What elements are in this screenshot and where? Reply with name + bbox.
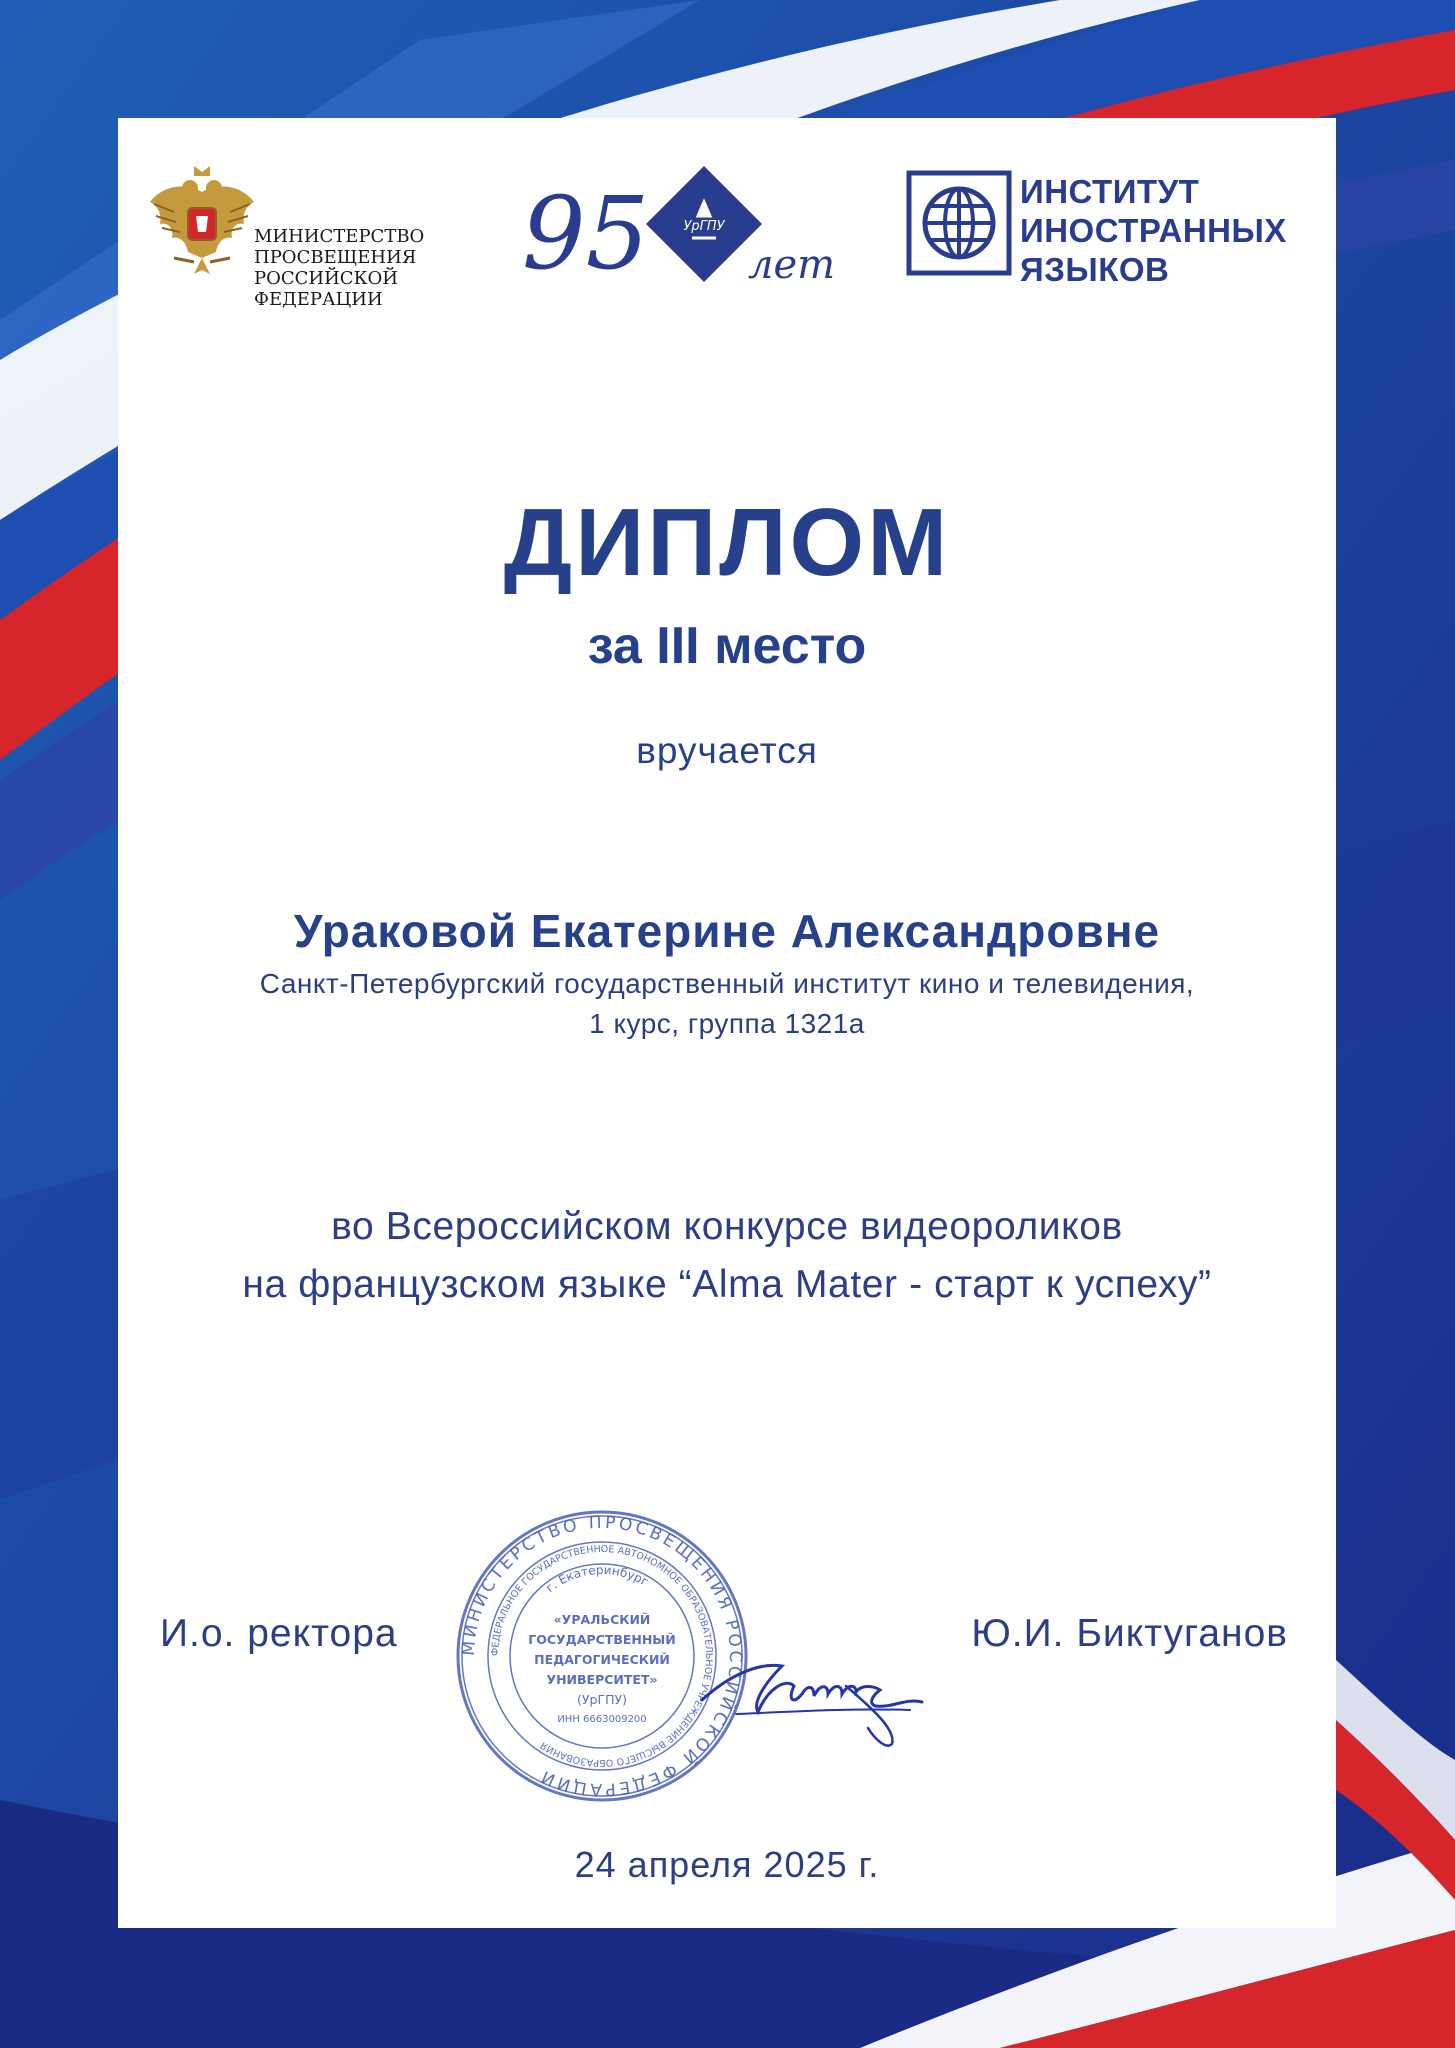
contest-line-1: во Всероссийском конкурсе видеороликов — [331, 1205, 1123, 1248]
rector-signature — [696, 1626, 936, 1756]
diploma-sheet — [118, 118, 1336, 1928]
university-abbr: УрГПУ — [683, 219, 725, 234]
stamp-line-2: ГОСУДАРСТВЕННЫЙ — [528, 1632, 676, 1647]
contest-line-2: на французском языке “Alma Mater - старт к успеху” — [242, 1263, 1212, 1306]
double-headed-eagle-icon — [144, 162, 260, 288]
award-place: за III место — [587, 617, 867, 675]
recipient-name: Ураковой Екатерине Александровне — [293, 905, 1161, 957]
signer-name: Ю.И. Биктуганов — [971, 1612, 1288, 1655]
recipient-organization — [118, 964, 1336, 1044]
stamp-middle-text: ФЕДЕРАЛЬНОЕ ГОСУДАРСТВЕННОЕ АВТОНОМНОЕ ОБРАЗОВАТЕЛЬНОЕ УЧРЕЖДЕНИЕ ВЫСШЕГО ОБРАЗОВАНИЯ — [489, 1543, 715, 1769]
stamp-line-3: ПЕДАГОГИЧЕСКИЙ — [534, 1652, 670, 1667]
stamp-line-6: ИНН 6663009200 — [557, 1714, 647, 1725]
organization-line-1: Санкт-Петербургский государственный институт кино и телевидения, — [259, 968, 1195, 999]
organization-line-2: 1 курс, группа 1321а — [589, 1008, 865, 1039]
stamp-outer-text: МИНИСТЕРСТВО ПРОСВЕЩЕНИЯ РОССИЙСКОЙ ФЕДЕРАЦИИ — [458, 1512, 746, 1800]
issue-date: 24 апреля 2025 г. — [574, 1844, 880, 1885]
awarded-label: вручается — [636, 730, 818, 771]
svg-text:г. Екатеринбург — [543, 1563, 651, 1595]
stamp-line-1: «УРАЛЬСКИЙ — [553, 1612, 651, 1627]
institute-logo — [906, 170, 1326, 288]
anniversary-years-word: лет — [748, 242, 836, 288]
ministry-name: МИНИСТЕРСТВО ПРОСВЕЩЕНИЯ РОССИЙСКОЙ ФЕДЕРАЦИИ — [254, 226, 425, 310]
header-logos — [118, 118, 1336, 318]
anniversary-number: 95 — [522, 175, 650, 290]
signer-title: И.о. ректора — [160, 1612, 398, 1655]
stamp-line-4: УНИВЕРСИТЕТ» — [546, 1672, 658, 1687]
ministry-logo — [144, 162, 484, 310]
globe-icon — [906, 170, 1012, 276]
contest-description — [118, 1198, 1336, 1314]
stamp-line-5: (УрГПУ) — [577, 1692, 627, 1707]
institute-name: ИНСТИТУТ ИНОСТРАННЫХ ЯЗЫКОВ — [1020, 173, 1287, 288]
diploma-title: ДИПЛОМ — [503, 489, 951, 596]
stamp-city: г. Екатеринбург — [543, 1562, 651, 1596]
anniversary-95-logo — [522, 160, 862, 290]
